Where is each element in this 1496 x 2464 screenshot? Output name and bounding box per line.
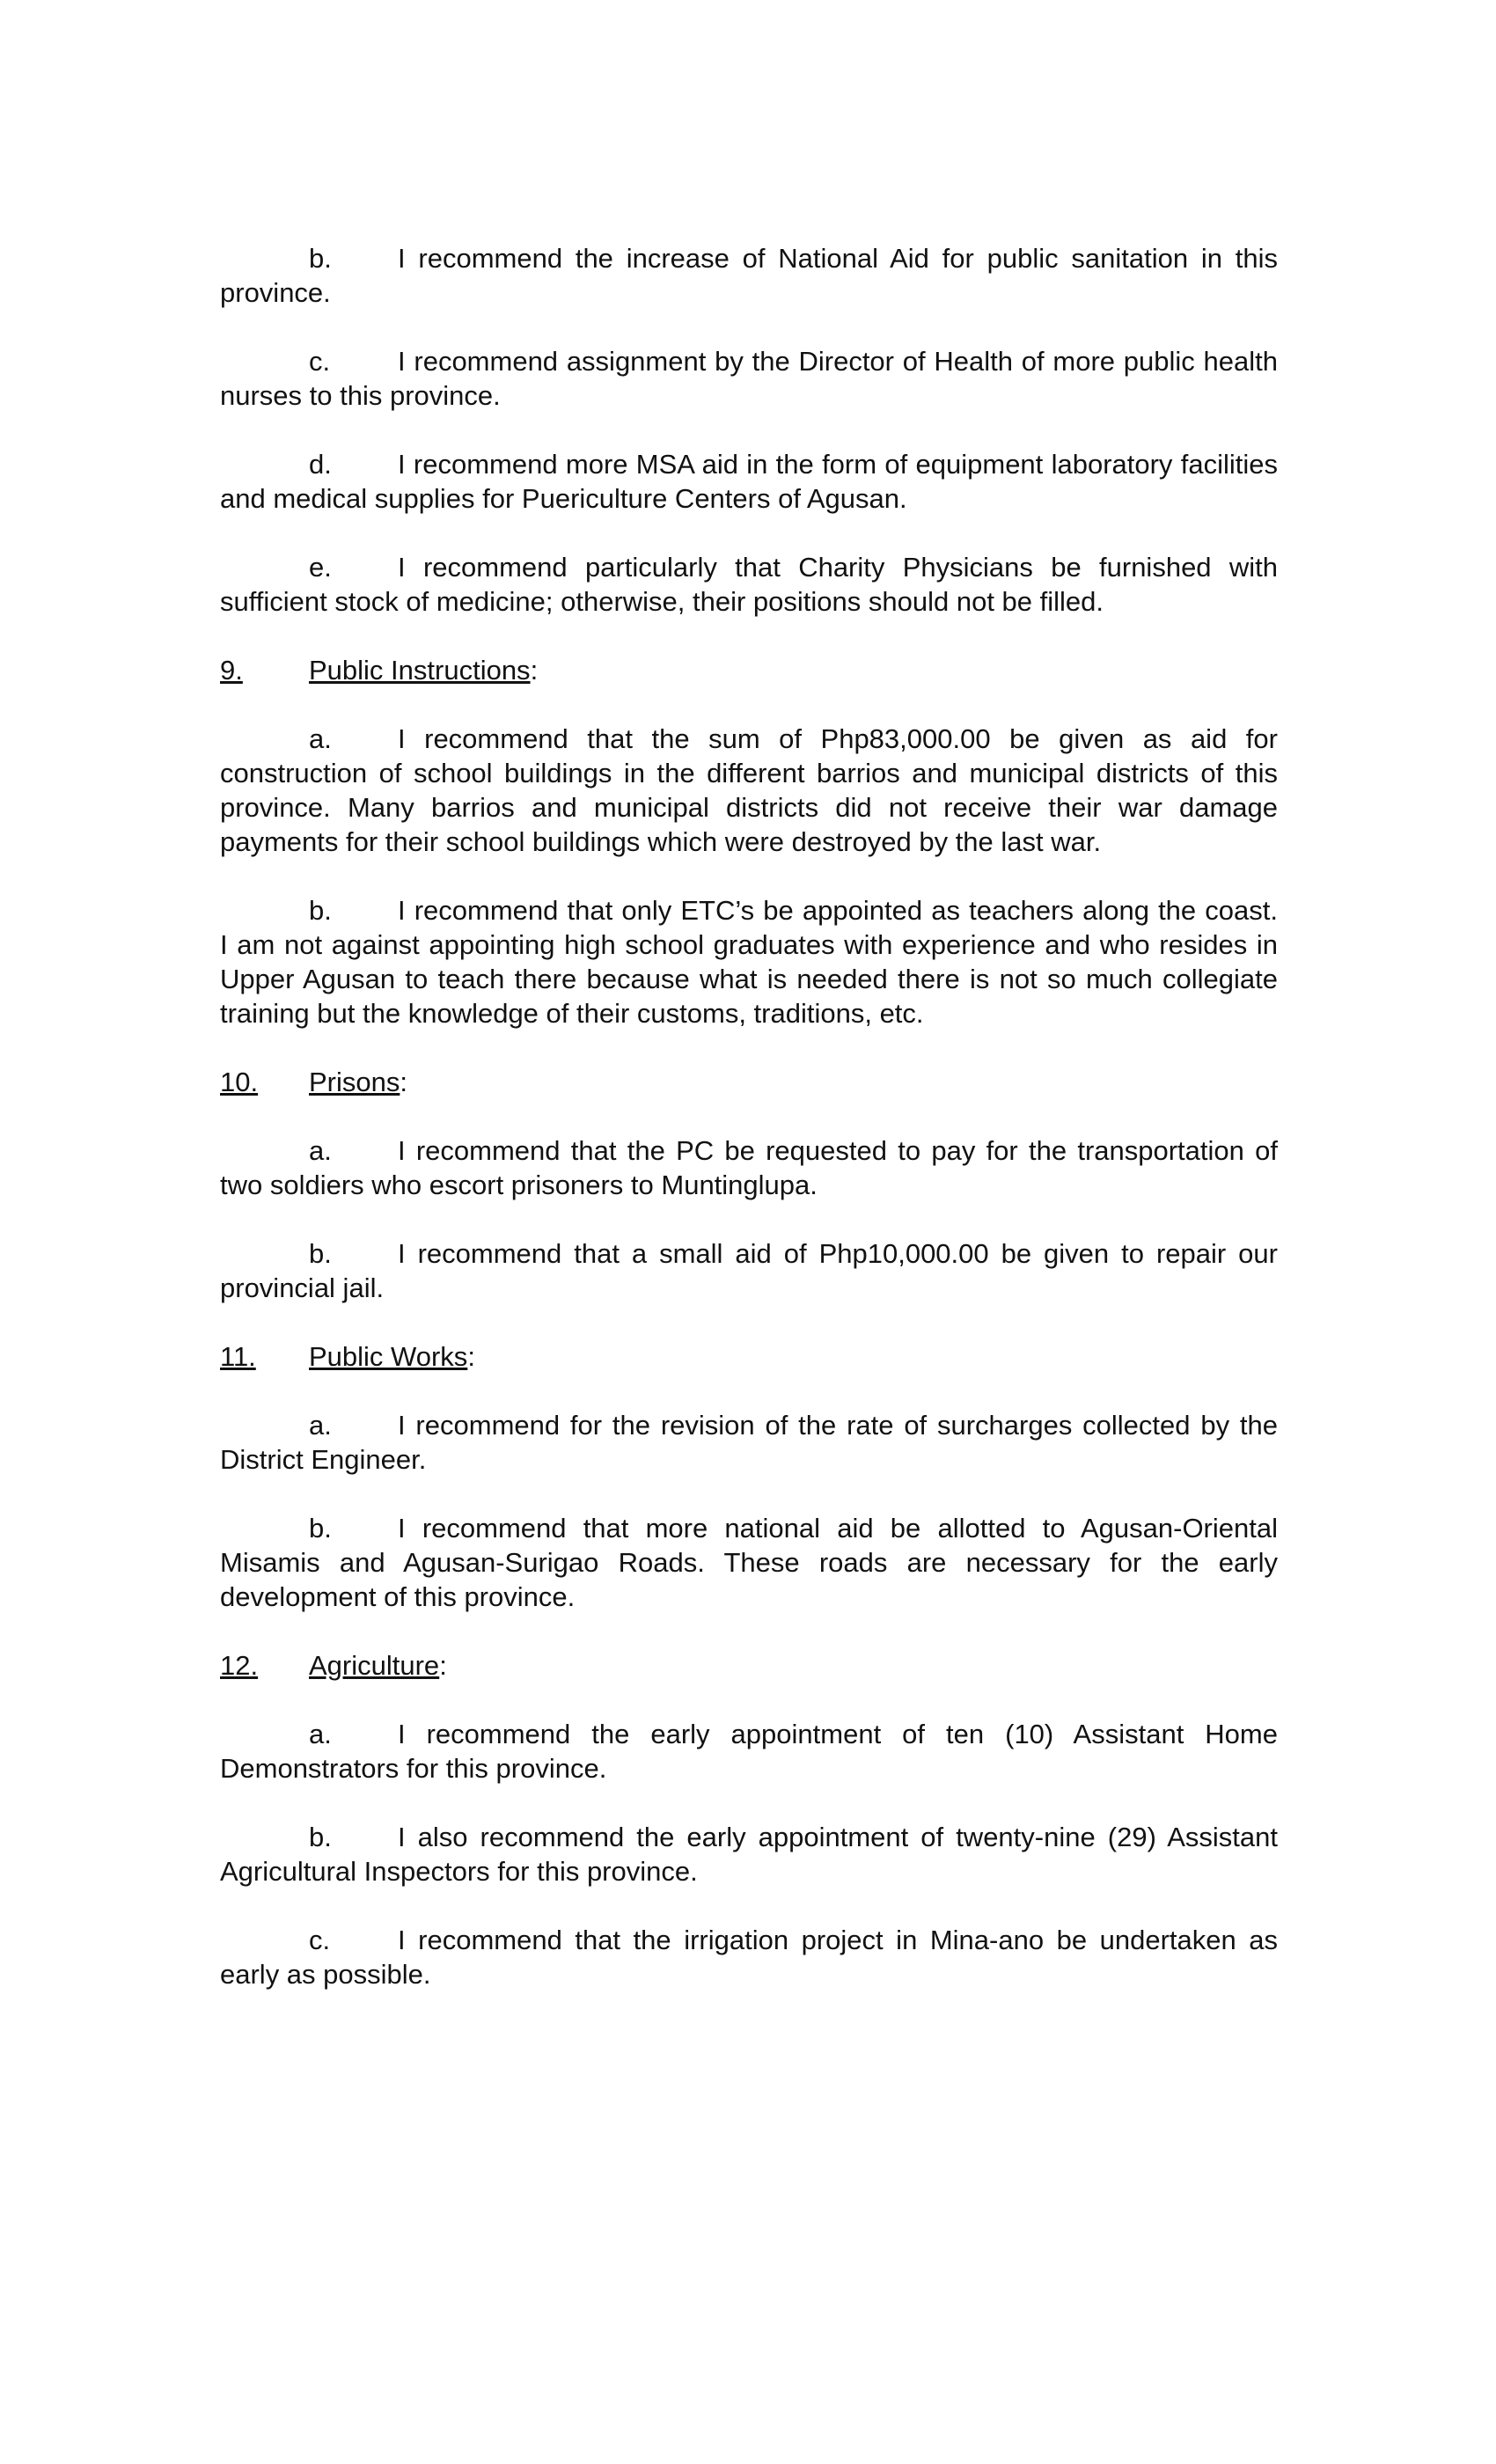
section-title: Prisons bbox=[309, 1067, 400, 1097]
item-letter: d. bbox=[309, 449, 332, 480]
section-heading-public-instructions: 9. Public Instructions: bbox=[220, 655, 539, 686]
health-item-e bbox=[220, 550, 1278, 619]
agriculture-item-a bbox=[220, 1717, 1278, 1786]
health-item-b bbox=[220, 241, 1278, 310]
item-letter: b. bbox=[309, 1513, 332, 1544]
public-instructions-item-b bbox=[220, 893, 1278, 1030]
item-letter: a. bbox=[309, 1135, 332, 1166]
item-text: I recommend that the sum of Php83,000.00 be given as aid for construction of school buildings in the different barrios and municipal districts of this province. Many barrios and municipal districts did not receive their war damage payments for their school buildings which were destroyed by the last war. bbox=[220, 723, 1278, 857]
section-number: 10. bbox=[220, 1067, 259, 1097]
item-text: I recommend that a small aid of Php10,000.00 be given to repair our provincial jail. bbox=[220, 1238, 1278, 1303]
section-heading-public-works: 11. Public Works: bbox=[220, 1341, 475, 1372]
item-letter: c. bbox=[309, 346, 331, 377]
section-number: 11. bbox=[220, 1341, 256, 1372]
public-works-item-a bbox=[220, 1408, 1278, 1477]
item-letter: c. bbox=[309, 1925, 331, 1955]
public-works-item-b bbox=[220, 1511, 1278, 1614]
agriculture-item-c bbox=[220, 1923, 1278, 1991]
item-text: I recommend that the irrigation project in Mina-ano be undertaken as early as possible. bbox=[220, 1925, 1278, 1990]
item-letter: a. bbox=[309, 1719, 332, 1749]
section-title: Public Instructions bbox=[309, 655, 531, 686]
item-text: I recommend that more national aid be allotted to Agusan-Oriental Misamis and Agusan-Surigao Roads. These roads are necessary for the early development of this province. bbox=[220, 1513, 1278, 1612]
section-title: Public Works bbox=[309, 1341, 468, 1372]
item-text: I recommend the early appointment of ten (10) Assistant Home Demonstrators for this province. bbox=[220, 1719, 1278, 1784]
item-letter: b. bbox=[309, 895, 332, 926]
item-text: I recommend particularly that Charity Physicians be furnished with sufficient stock of medicine; otherwise, their positions should not be filled. bbox=[220, 552, 1278, 617]
agriculture-item-b bbox=[220, 1820, 1278, 1888]
health-item-c bbox=[220, 344, 1278, 413]
section-heading-agriculture: 12. Agriculture: bbox=[220, 1650, 447, 1681]
section-number: 12. bbox=[220, 1650, 259, 1681]
item-text: I recommend assignment by the Director of Health of more public health nurses to this province. bbox=[220, 346, 1278, 411]
item-text: I recommend more MSA aid in the form of equipment laboratory facilities and medical supplies for Puericulture Centers of Agusan. bbox=[220, 449, 1278, 514]
item-letter: b. bbox=[309, 243, 332, 274]
section-title: Agriculture bbox=[309, 1650, 440, 1681]
item-letter: e. bbox=[309, 552, 332, 583]
health-item-d bbox=[220, 447, 1278, 516]
item-text: I recommend the increase of National Aid for public sanitation in this province. bbox=[220, 243, 1278, 308]
document-body bbox=[220, 241, 1278, 2026]
item-letter: b. bbox=[309, 1238, 332, 1269]
section-number: 9. bbox=[220, 655, 243, 686]
section-heading-prisons: 10. Prisons: bbox=[220, 1067, 407, 1097]
public-instructions-item-a bbox=[220, 722, 1278, 859]
prisons-item-b bbox=[220, 1236, 1278, 1305]
item-text: I recommend that only ETC’s be appointed as teachers along the coast. I am not against appointing high school graduates with experience and who resides in Upper Agusan to teach there because what is needed there is not so much collegiate training but the knowledge of their customs, traditions, etc. bbox=[220, 895, 1278, 1029]
prisons-item-a bbox=[220, 1133, 1278, 1202]
item-text: I recommend that the PC be requested to pay for the transportation of two soldiers who escort prisoners to Muntinglupa. bbox=[220, 1135, 1278, 1200]
item-text: I also recommend the early appointment of twenty-nine (29) Assistant Agricultural Inspectors for this province. bbox=[220, 1822, 1278, 1887]
item-letter: a. bbox=[309, 1410, 332, 1441]
item-text: I recommend for the revision of the rate of surcharges collected by the District Engineer. bbox=[220, 1410, 1278, 1475]
item-letter: a. bbox=[309, 723, 332, 754]
item-letter: b. bbox=[309, 1822, 332, 1852]
